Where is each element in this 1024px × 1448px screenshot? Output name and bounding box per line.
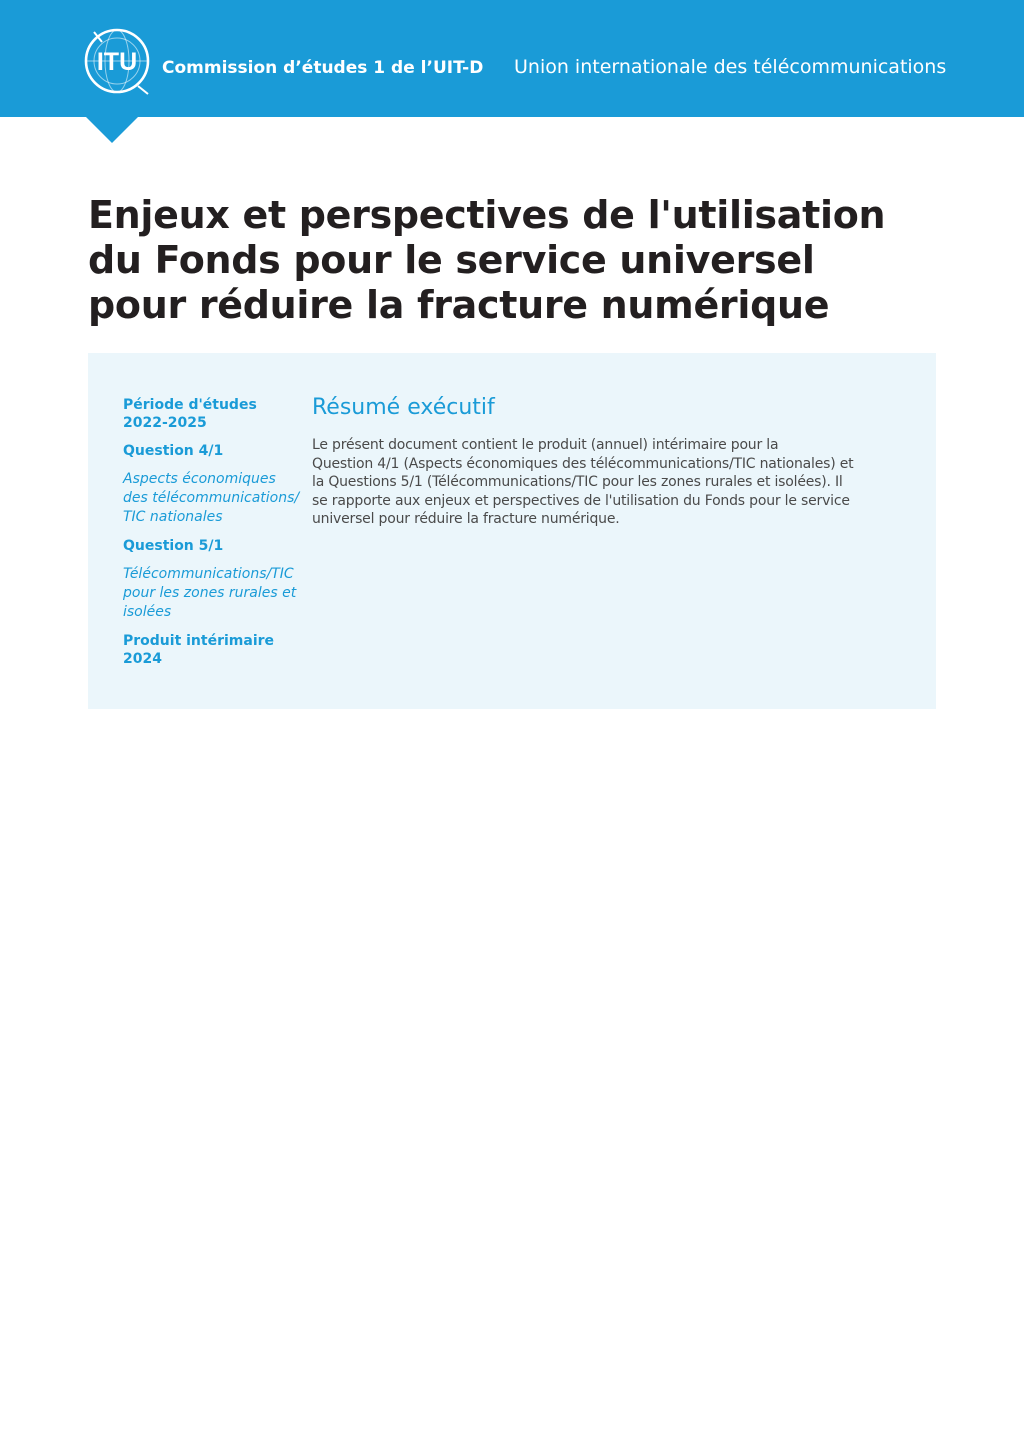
question-5-label: Question 5/1 <box>123 538 224 554</box>
document-title <box>88 193 948 328</box>
question-5-description: Télécommunications/TIC pour les zones rurales et isolées <box>123 566 297 620</box>
product-label: Produit intérimaire 2024 <box>123 633 275 667</box>
header-pointer <box>86 117 138 143</box>
itu-logo-icon <box>80 24 154 98</box>
question-4-label: Question 4/1 <box>123 443 224 459</box>
organization-name: Union internationale des télécommunications <box>514 56 947 78</box>
summary-heading: Résumé exécutif <box>312 395 495 420</box>
title-line: Enjeux et perspectives de l'utilisation <box>88 193 886 237</box>
study-period-label: Période d'études 2022-2025 <box>123 397 257 431</box>
title-line: du Fonds pour le service universel <box>88 238 815 282</box>
itu-logo-text: ITU <box>96 48 138 76</box>
summary-body: Le présent document contient le produit (annuel) intérimaire pour la Question 4/1 (Aspects économiques des télécommunications/TIC nationales) et la Questions 5/1 (Télécommunications/TIC pour les zones rurales et isolées). Il se rapporte aux enjeux et perspectives de l'utilisation du Fonds pour le service universel pour réduire la fracture numérique. <box>312 437 854 527</box>
summary-panel <box>88 353 936 709</box>
title-line: pour réduire la fracture numérique <box>88 283 830 327</box>
metadata-sidebar <box>123 396 308 678</box>
question-4-description: Aspects économiques des télécommunications/ TIC nationales <box>123 471 300 525</box>
commission-name: Commission d’études 1 de l’UIT-D <box>162 58 484 78</box>
